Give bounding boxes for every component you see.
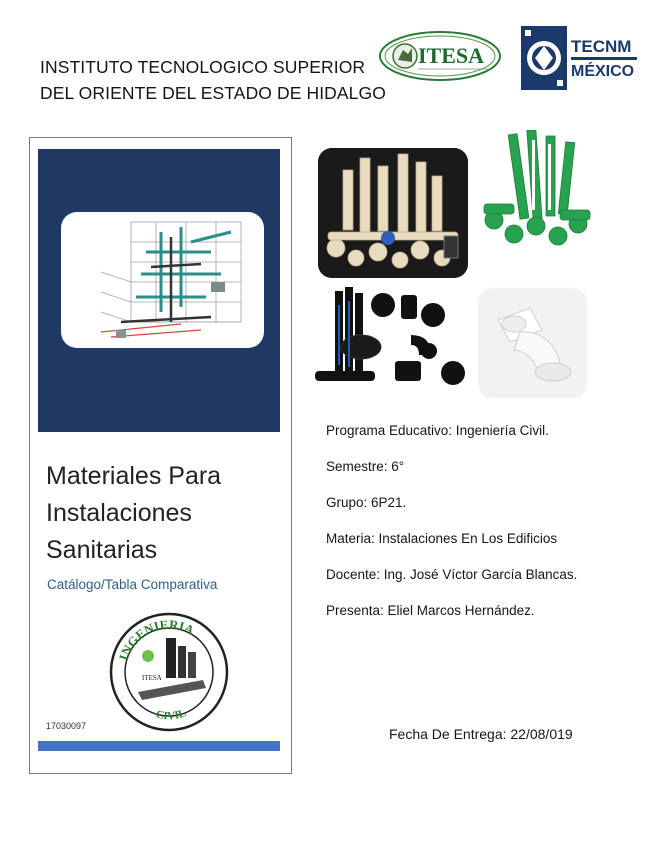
project-details	[326, 422, 631, 638]
green-ppr-fittings-image	[474, 130, 598, 255]
institution-line-1: INSTITUTO TECNOLOGICO SUPERIOR	[40, 57, 366, 77]
itesa-logo	[378, 30, 502, 82]
semestre: Semestre: 6°	[326, 459, 405, 474]
building-pipes-image	[61, 212, 264, 348]
cover-title	[46, 458, 221, 569]
institution-line-2: DEL ORIENTE DEL ESTADO DE HIDALGO	[40, 83, 386, 103]
materia: Materia: Instalaciones En Los Edificios	[326, 531, 558, 546]
tecnm-logo	[519, 24, 643, 92]
cover-title-line-3: Sanitarias	[46, 536, 158, 564]
fecha-entrega: Fecha De Entrega: 22/08/019	[389, 726, 573, 742]
presenta: Presenta: Eliel Marcos Hernández.	[326, 603, 535, 618]
svg-text:MÉXICO: MÉXICO	[571, 63, 635, 80]
white-pvc-elbow-image	[480, 290, 585, 396]
black-hdpe-fittings-image	[311, 285, 471, 395]
svg-text:TECNM: TECNM	[571, 37, 632, 56]
svg-text:INGENIERIA: INGENIERIA	[115, 616, 197, 663]
cover-title-line-2: Instalaciones	[46, 499, 192, 527]
cover-accent-bar	[38, 741, 280, 751]
programa-educativo: Programa Educativo: Ingeniería Civil.	[326, 423, 549, 438]
svg-text:CIVIL: CIVIL	[154, 707, 188, 723]
student-id: 17030097	[46, 721, 87, 731]
grupo: Grupo: 6P21.	[326, 495, 407, 510]
cover-title-line-1: Materiales Para	[46, 462, 222, 490]
ingenieria-civil-emblem	[108, 608, 230, 736]
cover-subtitle: Catálogo/Tabla Comparativa	[47, 577, 218, 592]
institution-name	[40, 54, 386, 106]
svg-text:ITESA: ITESA	[142, 674, 162, 682]
svg-text:ITESA: ITESA	[418, 43, 485, 68]
docente: Docente: Ing. José Víctor García Blancas.	[326, 567, 578, 582]
cpvc-fittings-image	[318, 148, 468, 278]
